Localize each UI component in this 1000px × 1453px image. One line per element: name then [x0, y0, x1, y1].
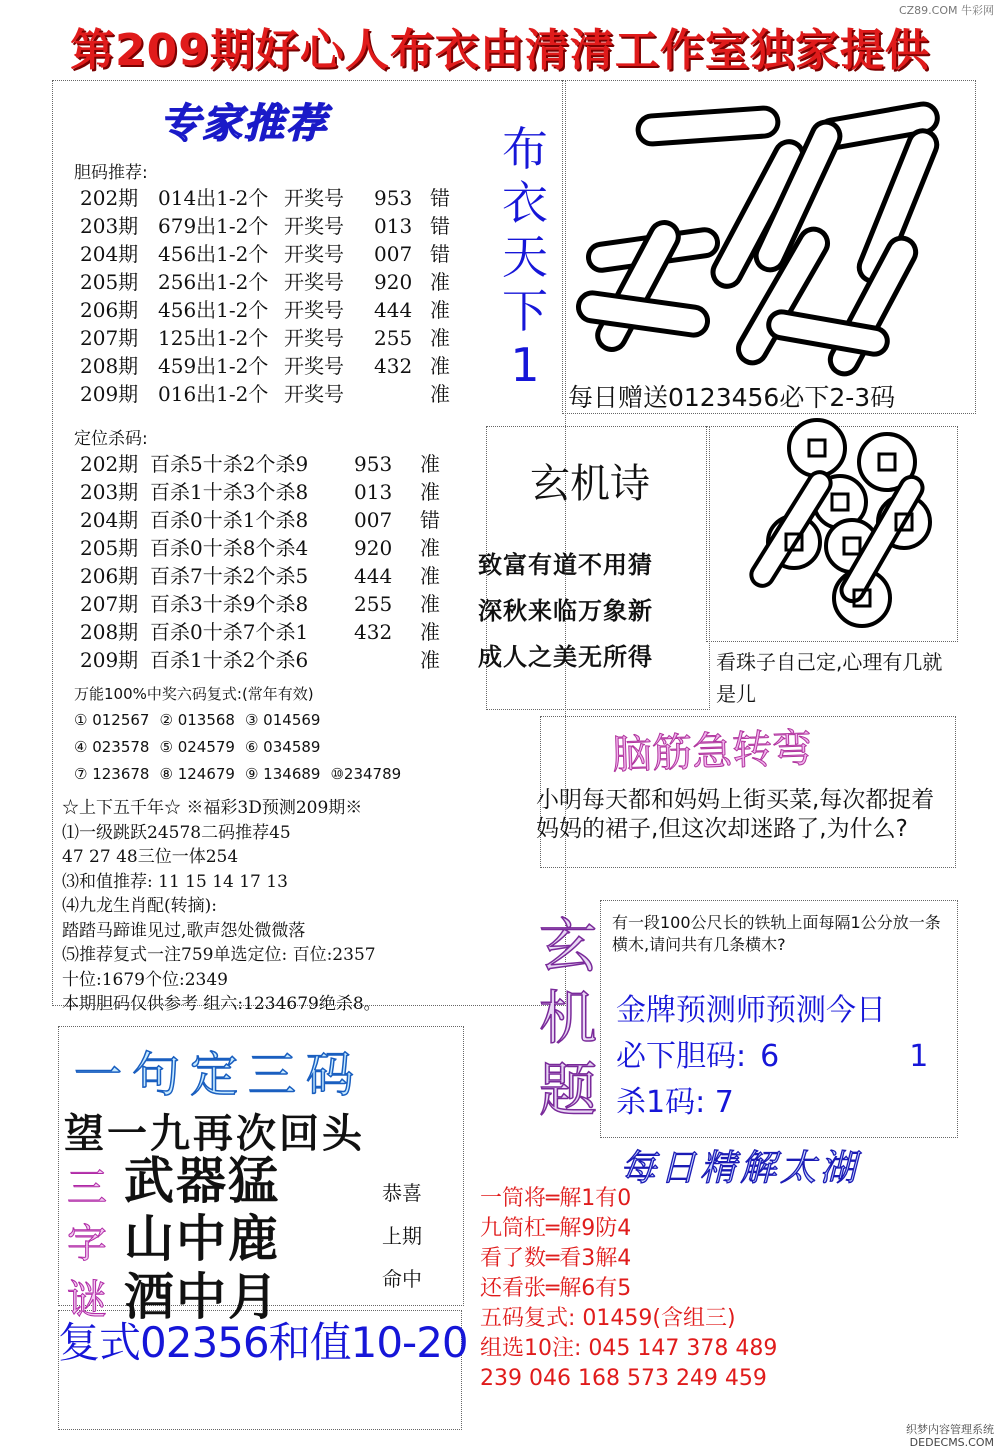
taihu-line: 239 046 168 573 249 459 [480, 1366, 767, 1391]
kill-codes: 百杀5十杀2个杀9 [150, 452, 309, 476]
info-line: 十位:1679个位:2349 [62, 969, 228, 990]
gold-line2 [616, 1034, 928, 1080]
kill-result: 准 [420, 452, 440, 476]
combo-line [74, 761, 411, 788]
poem-line: 成人之美无所得 [478, 643, 653, 671]
kill-number: 432 [354, 620, 393, 644]
dan-heading: 胆码推荐: [74, 163, 148, 183]
dan-pick: 456出1-2个 [158, 298, 269, 322]
page-title: 第209期好心人布衣由清清工作室独家提供 [70, 25, 930, 76]
kill-result: 准 [420, 648, 440, 672]
combo-item: ② 013568 [159, 711, 235, 729]
kill-number: 255 [354, 592, 393, 616]
bottom-watermark-line: 织梦内容管理系统 [906, 1423, 994, 1436]
dan-result: 错 [430, 242, 450, 266]
yiju-phrase: 望一九再次回头 [64, 1111, 365, 1157]
dan-period: 202期 [80, 186, 139, 210]
dan-label: 开奖号 [284, 270, 344, 294]
kill-codes: 百杀3十杀9个杀8 [150, 592, 309, 616]
brain-teaser-title: 脑筋急转弯 [611, 725, 813, 779]
daily-gift-text: 每日赠送0123456必下2-3码 [568, 383, 896, 412]
dan-label: 开奖号 [284, 298, 344, 322]
buyi-char: 布 [502, 122, 548, 176]
dan-row [80, 268, 460, 296]
combo-item: ⑦ 123678 [74, 765, 150, 783]
riddle-line: 山中鹿 [124, 1209, 280, 1268]
kill-row [80, 506, 450, 534]
taihu-line: 看了数═看3解4 [480, 1246, 632, 1271]
dan-pick: 456出1-2个 [158, 242, 269, 266]
dan-label: 开奖号 [284, 214, 344, 238]
beads-note: 看珠子自己定,心理有几就是儿 [716, 650, 943, 706]
xuanji-char: 机 [538, 984, 597, 1052]
dan-row [80, 240, 460, 268]
yiju-title: 一句定三码 [74, 1047, 365, 1103]
kill-period: 207期 [80, 592, 139, 616]
combo-item: ⑨ 134689 [244, 765, 321, 783]
sanzi-char: 谜 [67, 1277, 107, 1323]
combo-item: ④ 023578 [74, 738, 150, 756]
gold-prediction [616, 988, 928, 1126]
dan-period: 203期 [80, 214, 139, 238]
dan-row [80, 184, 460, 212]
taihu-line: 九筒杠═解9防4 [480, 1216, 632, 1241]
kill-period: 208期 [80, 620, 139, 644]
combo-line [74, 734, 411, 761]
dan-period: 209期 [80, 382, 139, 406]
kill-result: 准 [420, 564, 440, 588]
combo-item: ⑤ 024579 [159, 738, 235, 756]
info-line: 踏踏马蹄谁见过,歌声怨处微微落 [62, 920, 306, 941]
kill-number [354, 646, 420, 674]
poem-line: 致富有道不用猜 [478, 551, 653, 579]
dan-row [80, 212, 460, 240]
dan-number: 444 [374, 298, 413, 322]
dan-result: 错 [430, 214, 450, 238]
gold-line3: 杀1码: 7 [616, 1085, 734, 1120]
gold-line1: 金牌预测师预测今日 [616, 993, 886, 1028]
xuanji-question: 有一段100公尺长的铁轨上面每隔1公分放一条横木,请问共有几条横木? [612, 913, 941, 954]
buyi-vertical-title [492, 122, 558, 392]
info-line: ⑶和值推荐: 11 15 14 17 13 [62, 871, 288, 892]
kill-result: 准 [420, 592, 440, 616]
expert-recommend-title: 专家推荐 [160, 101, 328, 147]
dan-result: 准 [430, 382, 450, 406]
kill-codes: 百杀0十杀8个杀4 [150, 536, 309, 560]
dan-label: 开奖号 [284, 186, 344, 210]
dan-number: 432 [374, 354, 413, 378]
dan-label: 开奖号 [284, 354, 344, 378]
congrats-line: 命中 [382, 1267, 422, 1291]
combo-item: ⑩234789 [330, 765, 402, 783]
dan-label: 开奖号 [284, 382, 344, 406]
kill-result: 准 [420, 620, 440, 644]
gold-dan-2: 1 [909, 1039, 929, 1074]
xuanji-char: 题 [538, 1056, 597, 1124]
poem-line: 深秋来临万象新 [478, 597, 653, 625]
dan-pick: 014出1-2个 [158, 186, 269, 210]
info-line: 47 27 48三位一体254 [62, 847, 239, 867]
dan-pick: 459出1-2个 [158, 354, 269, 378]
kill-number: 444 [354, 564, 393, 588]
dan-number: 920 [374, 270, 413, 294]
brain-teaser-question: 小明每天都和妈妈上街买菜,每次都捉着妈妈的裙子,但这次却迷路了,为什么? [536, 787, 935, 842]
dan-result: 准 [430, 270, 450, 294]
kill-row [80, 478, 450, 506]
kill-period: 204期 [80, 508, 139, 532]
dan-label: 开奖号 [284, 326, 344, 350]
dan-pick: 679出1-2个 [158, 214, 269, 238]
site-watermark: CZ89.COM 牛彩网 [898, 4, 994, 17]
taihu-line: 组选10注: 045 147 378 489 [480, 1336, 778, 1361]
dan-period: 206期 [80, 298, 139, 322]
fushi-hezhi: 复式02356和值10-20 [58, 1318, 468, 1367]
kill-number: 013 [354, 480, 393, 504]
kill-row [80, 450, 450, 478]
dan-number: 013 [374, 214, 413, 238]
dan-number: 007 [374, 242, 413, 266]
buyi-char: 天 [502, 230, 548, 284]
kill-row [80, 590, 450, 618]
dan-result: 错 [430, 186, 450, 210]
buyi-char: 衣 [502, 176, 548, 230]
kill-row [80, 618, 450, 646]
riddle-line: 酒中月 [124, 1267, 280, 1326]
kill-row [80, 562, 450, 590]
dan-result: 准 [430, 354, 450, 378]
info-block [62, 796, 381, 1017]
dan-period: 208期 [80, 354, 139, 378]
dan-number [374, 380, 430, 408]
combo-item: ⑧ 124679 [159, 765, 235, 783]
congrats-text [382, 1172, 422, 1301]
dan-period: 207期 [80, 326, 139, 350]
dan-row [80, 324, 460, 352]
coins-illustration [712, 418, 952, 634]
buyi-char: 下 [502, 284, 548, 338]
kill-codes: 百杀7十杀2个杀5 [150, 564, 309, 588]
dan-result: 准 [430, 298, 450, 322]
info-line: ☆上下五千年☆ ※福彩3D预测209期※ [62, 798, 363, 818]
kill-table [80, 450, 450, 674]
kill-row [80, 534, 450, 562]
bottom-watermark-line: DEDECMS.COM [909, 1436, 994, 1449]
taihu-line: 一筒将═解1有0 [480, 1186, 632, 1211]
kill-period: 209期 [80, 648, 139, 672]
kill-heading: 定位杀码: [74, 429, 148, 449]
kill-number: 953 [354, 452, 393, 476]
dan-result: 准 [430, 326, 450, 350]
poem-title: 玄机诗 [530, 461, 650, 507]
taihu-lines [480, 1184, 777, 1394]
info-line: ⑸推荐复式一注759单选定位: 百位:2357 [62, 945, 376, 965]
kill-codes: 百杀1十杀3个杀8 [150, 480, 309, 504]
kill-period: 203期 [80, 480, 139, 504]
kill-number: 920 [354, 536, 393, 560]
number-20-illustration [568, 92, 948, 382]
kill-result: 错 [420, 508, 440, 532]
combo-item: ③ 014569 [244, 711, 321, 729]
congrats-line: 上期 [382, 1224, 422, 1248]
dan-number: 255 [374, 326, 413, 350]
kill-codes: 百杀0十杀1个杀8 [150, 508, 309, 532]
sanzi-char: 三 [67, 1165, 107, 1211]
kill-period: 202期 [80, 452, 139, 476]
combo-heading: 万能100%中奖六码复式:(常年有效) [74, 685, 314, 703]
taihu-line: 还看张═解6有5 [480, 1276, 632, 1301]
kill-result: 准 [420, 480, 440, 504]
gold-dan-1: 6 [760, 1039, 780, 1074]
dan-pick: 125出1-2个 [158, 326, 269, 350]
combo-item: ① 012567 [74, 711, 150, 729]
gold-dan-label: 必下胆码: [616, 1039, 747, 1074]
kill-codes: 百杀1十杀2个杀6 [150, 648, 309, 672]
info-line: ⑷九龙生肖配(转摘): [62, 896, 217, 916]
riddle-line: 武器猛 [124, 1151, 280, 1210]
dan-row [80, 380, 460, 408]
sanzi-label [64, 1160, 110, 1328]
info-line: ⑴一级跳跃24578二码推荐45 [62, 822, 291, 843]
combo-line [74, 707, 411, 734]
sanzi-char: 字 [67, 1221, 107, 1267]
dan-period: 204期 [80, 242, 139, 266]
xuanji-char: 玄 [538, 912, 597, 980]
combo-item: ⑥ 034589 [244, 738, 321, 756]
dan-row [80, 296, 460, 324]
buyi-char: 1 [510, 338, 540, 392]
congrats-line: 恭喜 [382, 1181, 422, 1205]
kill-row [80, 646, 450, 674]
combo-list [74, 707, 411, 788]
info-line: 本期胆码仅供参考 组六:1234679绝杀8。 [62, 994, 381, 1014]
kill-period: 206期 [80, 564, 139, 588]
kill-period: 205期 [80, 536, 139, 560]
dan-label: 开奖号 [284, 242, 344, 266]
dan-number: 953 [374, 186, 413, 210]
taihu-line: 五码复式: 01459(含组三) [480, 1306, 736, 1331]
three-char-riddles [124, 1152, 280, 1326]
taihu-title: 每日精解太湖 [620, 1148, 861, 1189]
dan-pick: 256出1-2个 [158, 270, 269, 294]
dan-row [80, 352, 460, 380]
dan-table [80, 184, 460, 408]
bottom-watermark [906, 1423, 994, 1449]
kill-codes: 百杀0十杀7个杀1 [150, 620, 309, 644]
kill-result: 准 [420, 536, 440, 560]
dan-period: 205期 [80, 270, 139, 294]
xuanji-title [533, 910, 603, 1126]
dan-pick: 016出1-2个 [158, 382, 269, 406]
poem-lines [478, 542, 653, 680]
kill-number: 007 [354, 508, 393, 532]
